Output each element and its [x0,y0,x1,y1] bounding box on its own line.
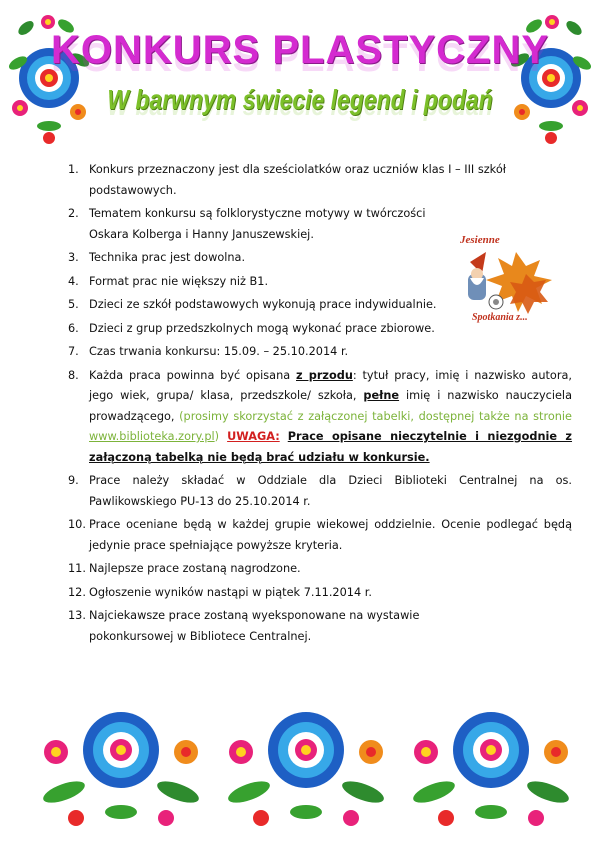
item-number: 8. [68,368,79,382]
item-number: 11. [68,562,86,575]
list-item [52,319,572,340]
emphasis-text: pełne [363,389,400,402]
item-text: Najlepsze prace zostaną nagrodzone. [89,562,301,575]
item-text: Format prac nie większy niż B1. [89,274,269,288]
item-text: imię i nazwisko nauczyciela prowadzącego, [89,389,572,423]
note-text: (prosimy skorzystać z załączonej tabelki, dostępnej także na stronie [179,409,573,423]
list-item [52,295,572,316]
item-number: 7. [68,345,79,358]
item-number: 5. [68,298,79,311]
folk-flower-icon [36,692,206,832]
list-item [52,583,572,604]
item-text: Dzieci z grup przedszkolnych mogą wykonać prace zbiorowe. [89,321,435,335]
item-text: : tytuł pracy, imię i nazwisko autora, jego wiek, grupa/ klasa, przedszkole/ szkoła, [89,368,572,402]
item-number: 1. [68,163,79,176]
folk-flower-border-bottom [36,692,576,832]
list-item [52,160,572,201]
emphasis-text: z przodu [296,368,353,382]
item-number: 4. [68,274,79,288]
rules-list [52,160,572,650]
item-text: Czas trwania konkursu: 15.09. – 25.10.2014 r. [89,345,349,358]
website-link[interactable]: www.biblioteka.zory.pl [89,430,215,443]
badge-top-text: Jesienne [460,234,500,246]
item-text: Prace oceniane będą w każdej grupie wiekowej oddzielnie. Ocenie podlegać będą jedynie prace spełniające powyższe kryteria. [89,518,572,552]
item-number: 10. [68,518,86,531]
item-text: Każda praca powinna być opisana [89,368,296,382]
list-item [52,471,572,512]
item-text: Ogłoszenie wyników nastąpi w piątek 7.11.2014 r. [89,585,372,599]
item-number: 2. [68,207,79,220]
item-text: Prace należy składać w Oddziale dla Dzieci Biblioteki Centralnej na os. Pawlikowskiego PU-13 do 25.10.2014 r. [89,474,572,508]
poster-title: KONKURS PLASTYCZNY [50,28,550,72]
list-item [52,248,572,269]
poster-subtitle: W barwnym świecie legend i podań [107,84,493,115]
list-item [52,366,572,469]
list-item [52,342,572,363]
item-text: Konkurs przeznaczony jest dla sześciolatków oraz uczniów klas I – III szkół podstawowych. [89,163,506,197]
item-number: 13. [68,609,86,622]
list-item [52,204,572,245]
item-text: Tematem konkursu są folklorystyczne motywy w twórczości Oskara Kolberga i Hanny Januszewskiej. [89,207,426,241]
item-text: Najciekawsze prace zostaną wyeksponowane na wystawie pokonkursowej w Bibliotece Centralnej. [89,609,420,643]
list-item [52,559,572,580]
warning-label: UWAGA: [227,430,280,443]
item-number: 12. [68,585,86,599]
list-item [52,515,572,556]
list-item [52,272,572,293]
warning-text: Prace opisane nieczytelnie i niezgodnie z załączoną tabelką nie będą brać udziału w konkursie. [89,430,573,464]
folk-flower-icon [406,692,576,832]
item-number: 9. [68,474,79,487]
item-text: Technika prac jest dowolna. [89,251,246,264]
item-text: Dzieci ze szkół podstawowych wykonują prace indywidualnie. [89,298,437,311]
badge-bottom-text: Spotkania z... [472,312,528,323]
item-number: 6. [68,321,79,335]
folk-flower-icon [221,692,391,832]
note-text: ) [214,430,220,443]
item-number: 3. [68,251,79,264]
list-item [52,606,572,647]
